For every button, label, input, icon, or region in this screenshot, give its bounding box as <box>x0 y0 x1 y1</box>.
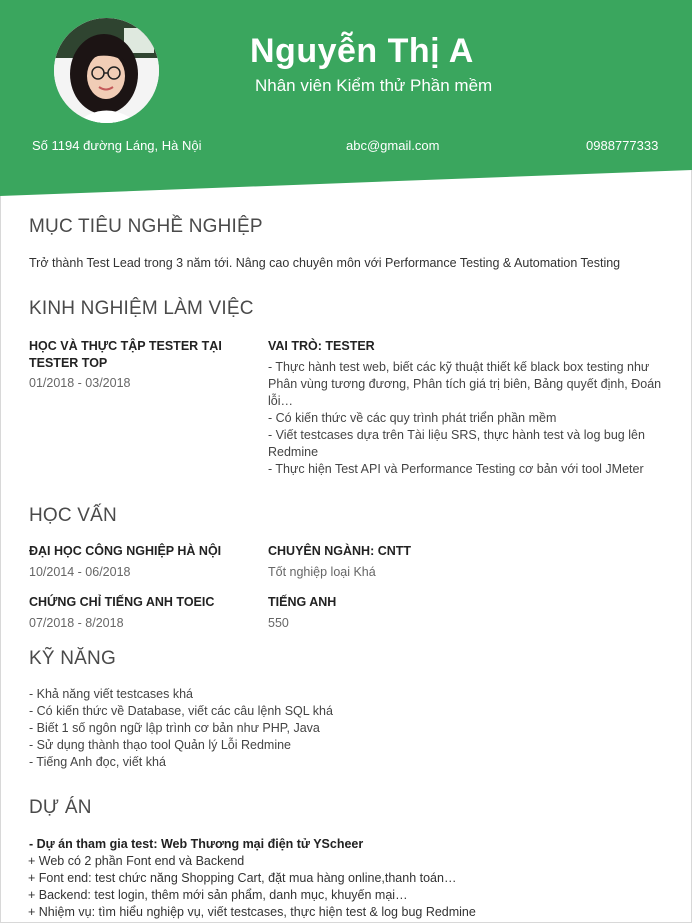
list-item: - Có kiến thức về Database, viết các câu lệnh SQL khá <box>29 704 333 718</box>
list-item: + Backend: test login, thêm mới sản phẩm, danh mục, khuyến mại… <box>28 888 408 902</box>
project-title: - Dự án tham gia test: Web Thương mại điện tử YScheer <box>29 837 364 851</box>
education-title: HỌC VẤN <box>29 505 117 526</box>
list-item: + Font end: test chức năng Shopping Cart, đặt mua hàng online,thanh toán… <box>28 871 457 885</box>
list-item: - Biết 1 số ngôn ngữ lập trình cơ bản như PHP, Java <box>29 721 320 735</box>
contact-phone[interactable]: 0988777333 <box>586 138 659 153</box>
skills-title: KỸ NĂNG <box>29 648 116 669</box>
list-item: - Viết testcases dựa trên Tài liệu SRS, thực hành test và log bug lên Redmine <box>268 428 645 459</box>
candidate-name: Nguyễn Thị A <box>250 32 474 70</box>
list-item: - Có kiến thức về các quy trình phát triển phần mềm <box>268 411 557 425</box>
list-item: - Tiếng Anh đọc, viết khá <box>29 755 166 769</box>
experience-title: KINH NGHIỆM LÀM VIỆC <box>29 298 254 319</box>
objective-text: Trở thành Test Lead trong 3 năm tới. Nâng cao chuyên môn với Performance Testing & Automation Testing <box>29 256 621 270</box>
experience-period: 01/2018 - 03/2018 <box>29 376 131 390</box>
list-item: - Sử dụng thành thạo tool Quản lý Lỗi Redmine <box>29 738 292 752</box>
education-field: CHUYÊN NGÀNH: CNTT <box>268 544 412 558</box>
education-period: 10/2014 - 06/2018 <box>29 565 131 579</box>
objective-title: MỤC TIÊU NGHỀ NGHIỆP <box>29 216 263 237</box>
list-item: + Web có 2 phần Font end và Backend <box>28 854 245 868</box>
experience-role: VAI TRÒ: TESTER <box>268 339 375 353</box>
certificate-period: 07/2018 - 8/2018 <box>29 616 124 630</box>
education-detail: Tốt nghiệp loại Khá <box>268 565 376 579</box>
contact-email[interactable]: abc@gmail.com <box>346 138 440 153</box>
skills-list <box>29 686 649 771</box>
list-item: - Khả năng viết testcases khá <box>29 687 193 701</box>
project-details <box>28 853 668 921</box>
avatar <box>54 18 159 123</box>
list-item: - Thực hiện Test API và Performance Testing cơ bản với tool JMeter <box>268 462 644 476</box>
experience-company: HỌC VÀ THỰC TẬP TESTER TẠI TESTER TOP <box>29 339 222 370</box>
list-item: + Nhiệm vụ: tìm hiểu nghiệp vụ, viết testcases, thực hiện test & log bug Redmine <box>28 905 476 919</box>
certificate-score: 550 <box>268 616 289 630</box>
contact-address: Số 1194 đường Láng, Hà Nội <box>32 138 202 153</box>
job-title: Nhân viên Kiểm thử Phần mềm <box>255 76 493 95</box>
certificate-field: TIẾNG ANH <box>268 595 337 609</box>
education-school: ĐẠI HỌC CÔNG NGHIỆP HÀ NỘI <box>29 544 222 558</box>
certificate-name: CHỨNG CHỈ TIẾNG ANH TOEIC <box>29 595 215 609</box>
experience-duties <box>268 359 663 478</box>
projects-title: DỰ ÁN <box>29 797 92 818</box>
list-item: - Thực hành test web, biết các kỹ thuật thiết kế black box testing như Phân vùng tương đương, Phân tích giá trị biên, Bảng quyết định, Đoán lỗi… <box>268 360 662 408</box>
